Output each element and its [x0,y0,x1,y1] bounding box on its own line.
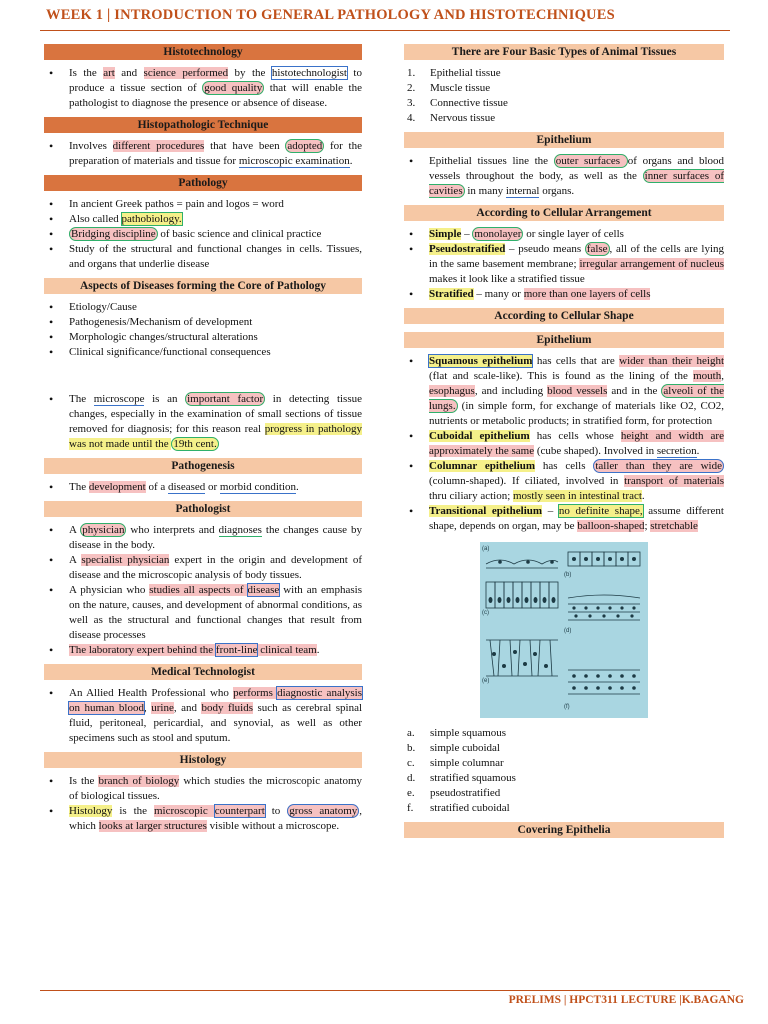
epithelium-types-figure [480,542,648,718]
list-item: 1. Epithelial tissue [407,67,501,79]
section-header-cellular-shape: According to Cellular Shape [404,308,724,324]
list-item: b. simple cuboidal [407,742,500,754]
list-item: • In ancient Greek pathos = pain and logos = word [44,197,362,212]
histology-list [44,774,362,834]
list-item: e. pseudostratified [407,787,501,799]
list-item: • Epithelial tissues line the outer surfaces of organs and blood vessels throughout the body, as well as the inner surfaces of cavities in many internal organs. [404,154,724,199]
figure-label-f: (f) [564,704,570,710]
microscope-list [44,392,362,452]
list-item: • The microscope is an important factor in detecting tissue changes, especially in the examination of small sections of tissue removed for diagnosis; for this reason real progress in pathology was not made until the 19th cent. [44,392,362,452]
list-item: • Pseudostratified – pseudo means false , all of the cells are lying in the same basement membrane; irregular arrangement of nucleus makes it look like a stratified tissue [404,242,724,287]
simple-columnar-cells [486,582,558,608]
footer-rule [40,990,730,991]
list-item: • Is the branch of biology which studies the microscopic anatomy of biological tissues. [44,774,362,804]
figure-label-e: (e) [482,678,490,684]
histotechnology-list [44,66,362,111]
pathology-list [44,197,362,272]
list-item: d. stratified squamous [407,772,516,784]
figure-legend-list [404,726,724,816]
epithelium-list [404,154,724,199]
list-item: • Bridging discipline of basic science and clinical practice [44,227,362,242]
section-header-medical-technologist: Medical Technologist [44,664,362,680]
section-header-covering-epithelia: Covering Epithelia [404,822,724,838]
pathogenesis-list [44,480,362,495]
list-item: • Clinical significance/functional consequences [44,345,362,360]
pathologist-list [44,523,362,658]
list-item: • Pathogenesis/Mechanism of development [44,315,362,330]
list-item: c. simple columnar [407,757,504,769]
list-item: • The development of a diseased or morbid condition. [44,480,362,495]
section-header-epithelium: Epithelium [404,132,724,148]
page-title: WEEK 1 | INTRODUCTION TO GENERAL PATHOLOGY AND HISTOTECHNIQUES [46,7,615,23]
list-item: • Is the art and science performed by the histotechnologist to produce a tissue section of good quality that will enable the pathologist to diagnose the presence or absence of disease. [44,66,362,111]
title-rule [40,30,730,31]
list-item: • A physician who interprets and diagnoses the changes cause by disease in the body. [44,523,362,553]
list-item: 2. Muscle tissue [407,82,491,94]
medtech-list [44,686,362,746]
list-item: • Columnar epithelium has cells taller than they are wide (column-shaped). If ciliated, involved in transport of materials thru ciliary action; mostly seen in intestinal tract. [404,459,724,504]
section-header-histopathologic-technique: Histopathologic Technique [44,117,362,133]
figure-label-c: (c) [482,610,489,616]
list-item: • Involves different procedures that have been adopted for the preparation of materials and tissue for microscopic examination. [44,139,362,169]
list-item: • Morphologic changes/structural alterations [44,330,362,345]
list-item: • Study of the structural and functional changes in cells. Tissues, and organs that underlie disease [44,242,362,272]
list-item: • Transitional epithelium – no definite shape, assume different shape, depends on organ, may be balloon-shaped; stretchable [404,504,724,534]
figure-label-b: (b) [564,572,572,578]
list-item: 3. Connective tissue [407,97,508,109]
list-item: a. simple squamous [407,727,507,739]
list-item: • An Allied Health Professional who performs diagnostic analysis on human blood, urine, and body fluids such as cerebral spinal fluid, peritoneal, pericardial, and synovial, as well as other specimens such as stool and sputum. [44,686,362,746]
pseudostratified-cells [486,640,558,676]
section-header-four-basic-types: There are Four Basic Types of Animal Tissues [404,44,724,60]
simple-cuboidal-cells [568,552,640,566]
section-header-histotechnology: Histotechnology [44,44,362,60]
technique-list [44,139,362,169]
list-item: f. stratified cuboidal [407,802,510,814]
list-item: • A specialist physician expert in the origin and development of disease and the microscopic analysis of body tissues. [44,553,362,583]
section-header-aspects-of-diseases: Aspects of Diseases forming the Core of Pathology [44,278,362,294]
left-column [44,44,362,840]
simple-squamous-cells [486,560,558,564]
list-item: 4. Nervous tissue [407,112,496,124]
list-item: • Cuboidal epithelium has cells whose height and width are approximately the same (cube shaped). Involved in secretion. [404,429,724,459]
stratified-cuboidal-cells [568,670,640,694]
section-header-histology: Histology [44,752,362,768]
list-item: • Stratified – many or more than one layers of cells [404,287,724,302]
section-header-pathologist: Pathologist [44,501,362,517]
figure-label-d: (d) [564,628,572,634]
list-item: • The laboratory expert behind the front-line clinical team. [44,643,362,658]
list-item: • Simple – monolayer or single layer of cells [404,227,724,242]
list-item: • A physician who studies all aspects of disease with an emphasis on the nature, causes, and development of abnormal conditions, as well as the structural and functional changes that result from disease processes [44,583,362,643]
tissue-types-list [404,66,724,126]
arrangement-list [404,227,724,302]
page-footer: PRELIMS | HPCT311 LECTURE |K.BAGANG [508,994,744,1006]
figure-label-a: (a) [482,546,490,552]
epithelium-diagram [480,542,648,718]
shape-list [404,354,724,534]
right-column [404,44,724,838]
list-item: • Squamous epithelium has cells that are wider than their height (flat and scale-like). This is found as the lining of the mouth, esophagus, and including blood vessels and in the alveoli of the lungs. (in simple form, for exchange of materials like O2, CO2, nutrients or metabolic products; in stratified form, for protection [404,354,724,429]
list-item: • Also called pathobiology. [44,212,362,227]
list-item: • Etiology/Cause [44,300,362,315]
section-subheader-epithelium: Epithelium [404,332,724,348]
section-header-cellular-arrangement: According to Cellular Arrangement [404,205,724,221]
section-header-pathology: Pathology [44,175,362,191]
aspects-list [44,300,362,360]
section-header-pathogenesis: Pathogenesis [44,458,362,474]
list-item: • Histology is the microscopic counterpart to gross anatomy , which looks at larger structures visible without a microscope. [44,804,362,834]
